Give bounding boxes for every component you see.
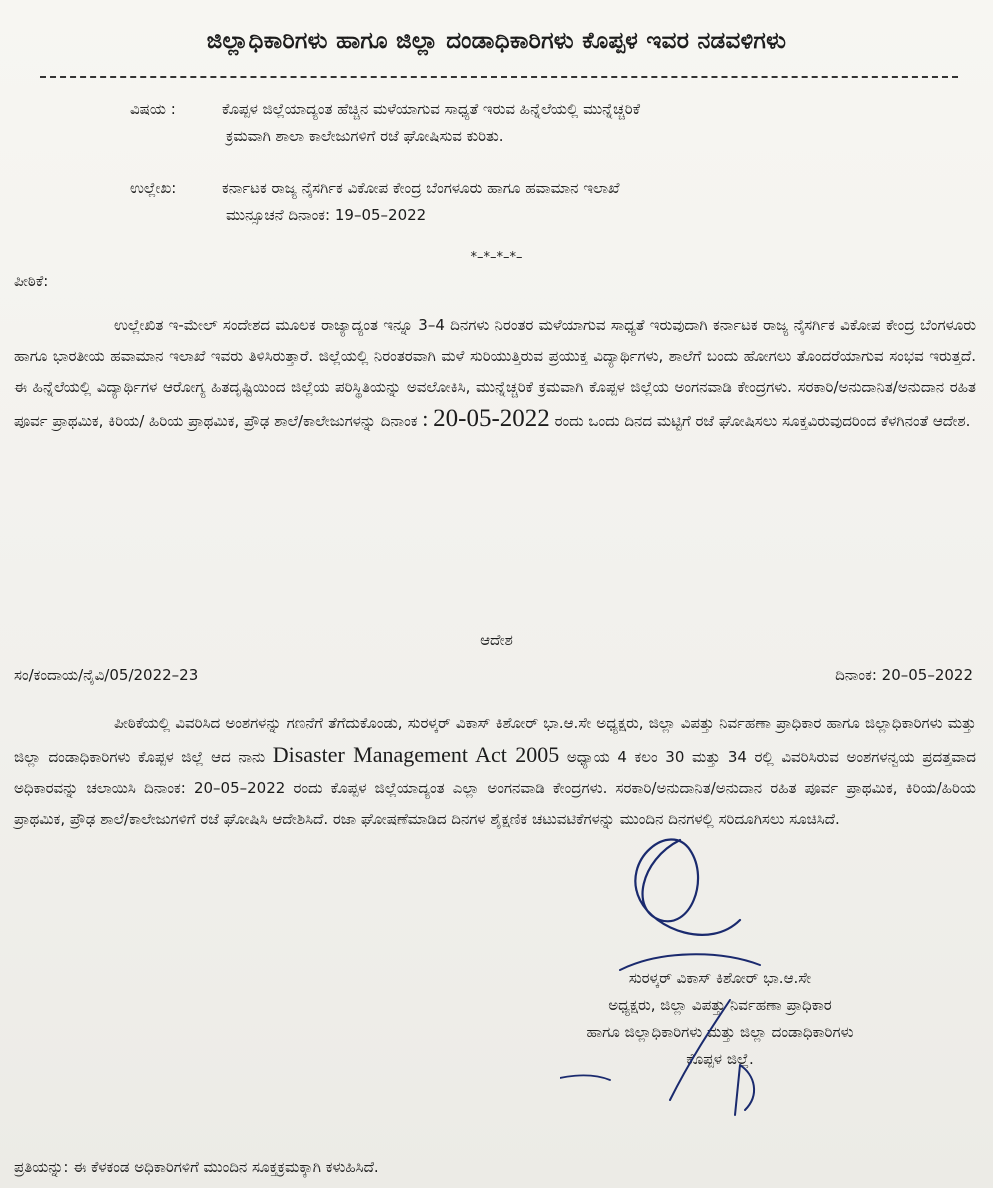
signatory-line-3: ಕೊಪ್ಪಳ ಜಿಲ್ಲೆ. [686, 1050, 754, 1068]
reference-line-2: ಮುನ್ಸೂಚನೆ ದಿನಾಂಕ: 19–05–2022 [226, 206, 427, 224]
order-number: ಸಂ/ಕಂದಾಯ/ನೈವಿ/05/2022–23 [14, 666, 199, 684]
preamble-text-a: ಉಲ್ಲೇಖಿತ ಇ-ಮೇಲ್ ಸಂದೇಶದ ಮೂಲಕ ರಾಜ್ಯಾದ್ಯಂತ ಇನ್ನೂ 3–4 ದಿನಗಳು ನಿರಂತರ ಮಳೆಯಾಗುವ ಸಾಧ್ಯತೆ ಇರುವುದಾಗಿ ಕರ್ನಾಟಕ ರಾಜ್ಯ ನೈಸರ್ಗಿಕ ವಿಕೋಪ ಕೇಂದ್ರ ಬೆಂಗಳೂರು ಹಾಗೂ ಭಾರತೀಯ ಹವಾಮಾನ ಇಲಾಖೆ ಇವರು ತಿಳಿಸಿರುತ್ತಾರೆ. ಜಿಲ್ಲೆಯಲ್ಲಿ ನಿರಂತರವಾಗಿ ಮಳೆ ಸುರಿಯುತ್ತಿರುವ ಪ್ರಯುಕ್ತ ವಿದ್ಯಾರ್ಥಿಗಳು, ಶಾಲೆಗೆ ಬಂದು ಹೋಗಲು ತೊಂದರೆಯಾಗುವ ಸಂಭವ ಇರುತ್ತದೆ. ಈ ಹಿನ್ನೆಲೆಯಲ್ಲಿ ವಿದ್ಯಾರ್ಥಿಗಳ ಆರೋಗ್ಯ ಹಿತದೃಷ್ಟಿಯಿಂದ ಜಿಲ್ಲೆಯ ಪರಿಸ್ಥಿತಿಯನ್ನು ಅವಲೋಕಿಸಿ, ಮುನ್ನೆಚ್ಚರಿಕೆ ಕ್ರಮವಾಗಿ ಕೊಪ್ಪಳ ಜಿಲ್ಲೆಯ ಅಂಗನವಾಡಿ ಕೇಂದ್ರಗಳು. ಸರಕಾರಿ/ಅನುದಾನಿತ/ಅನುದಾನ ರಹಿತ ಪೂರ್ವ ಪ್ರಾಥಮಿಕ, ಕಿರಿಯ/ ಹಿರಿಯ ಪ್ರಾಥಮಿಕ, ಪ್ರೌಢ ಶಾಲೆ/ಕಾಲೇಜುಗಳನ್ನು ದಿನಾಂಕ [14, 316, 976, 430]
signatory-line-1: ಅಧ್ಯಕ್ಷರು, ಜಿಲ್ಲಾ ವಿಪತ್ತು ನಿರ್ವಹಣಾ ಪ್ರಾಧಿಕಾರ [608, 996, 832, 1014]
title-divider [40, 76, 958, 78]
signatory-line-2: ಹಾಗೂ ಜಿಲ್ಲಾಧಿಕಾರಿಗಳು ಮತ್ತು ಜಿಲ್ಲಾ ದಂಡಾಧಿಕಾರಿಗಳು [586, 1023, 854, 1041]
order-text-b: ಅಧ್ಯಾಯ 4 ಕಲಂ 30 ಮತ್ತು 34 ರಲ್ಲಿ ವಿವರಿಸಿರುವ ಅಂಶಗಳನ್ವಯ ಪ್ರದತ್ತವಾದ ಅಧಿಕಾರವನ್ನು ಚಲಾಯಿಸಿ ದಿನಾಂಕ: 20–05–2022 ರಂದು ಕೊಪ್ಪಳ ಜಿಲ್ಲೆಯಾದ್ಯಂತ ಎಲ್ಲಾ ಅಂಗನವಾಡಿ ಕೇಂದ್ರಗಳು. ಸರಕಾರಿ/ಅನುದಾನಿತ/ಅನುದಾನ ರಹಿತ ಪೂರ್ವ ಪ್ರಾಥಮಿಕ, ಕಿರಿಯ/ಹಿರಿಯ ಪ್ರಾಥಮಿಕ, ಪ್ರೌಢ ಶಾಲೆ/ಕಾಲೇಜುಗಳಿಗೆ ರಜೆ ಘೋಷಿಸಿ ಆದೇಶಿಸಿದೆ. ರಜಾ ಘೋಷಣೆಮಾಡಿದ ದಿನಗಳ ಶೈಕ್ಷಣಿಕ ಚಟುವಟಿಕೆಗಳನ್ನು ಮುಂದಿನ ದಿನಗಳಲ್ಲಿ ಸರಿದೂಗಿಸಲು ಸೂಚಿಸಿದೆ. [14, 748, 976, 828]
preamble-date: 20-05-2022 [433, 405, 550, 432]
order-text-a: ಪೀಠಿಕೆಯಲ್ಲಿ ವಿವರಿಸಿದ ಅಂಶಗಳನ್ನು ಗಣನೆಗೆ ತೆಗೆದುಕೊಂಡು, ಸುರಳ್ಕರ್ ವಿಕಾಸ್ ಕಿಶೋರ್ ಭಾ.ಆ.ಸೇ ಅಧ್ಯಕ್ಷರು, ಜಿಲ್ಲಾ ವಿಪತ್ತು ನಿರ್ವಹಣಾ ಪ್ರಾಧಿಕಾರ ಹಾಗೂ ಜಿಲ್ಲಾಧಿಕಾರಿಗಳು ಮತ್ತು ಜಿಲ್ಲಾ ದಂಡಾಧಿಕಾರಿಗಳು ಕೊಪ್ಪಳ ಜಿಲ್ಲೆ ಆದ ನಾನು [14, 714, 976, 766]
section-separator: *–*–*–*– [470, 250, 523, 265]
preamble-colon: : [422, 406, 429, 431]
order-paragraph [14, 708, 976, 835]
reference-block [130, 175, 960, 229]
document-title: ಜಿಲ್ಲಾಧಿಕಾರಿಗಳು ಹಾಗೂ ಜಿಲ್ಲಾ ದಂಡಾಧಿಕಾರಿಗಳು ಕೊಪ್ಪಳ ಇವರ ನಡವಳಿಗಳು [206, 28, 787, 54]
preamble-paragraph [14, 310, 976, 437]
subject-line-2: ಕ್ರಮವಾಗಿ ಶಾಲಾ ಕಾಲೇಜುಗಳಿಗೆ ರಜೆ ಘೋಷಿಸುವ ಕುರಿತು. [226, 127, 504, 145]
order-date: ದಿನಾಂಕ: 20–05–2022 [835, 666, 973, 684]
preamble-heading: ಪೀಠಿಕೆ: [14, 272, 49, 290]
order-act: Disaster Management Act 2005 [272, 742, 560, 767]
reference-line-1: ಕರ್ನಾಟಕ ರಾಜ್ಯ ನೈಸರ್ಗಿಕ ವಿಕೋಪ ಕೇಂದ್ರ ಬೆಂಗಳೂರು ಹಾಗೂ ಹವಾಮಾನ ಇಲಾಖೆ [222, 179, 620, 197]
subject-line-1: ಕೊಪ್ಪಳ ಜಿಲ್ಲೆಯಾದ್ಯಂತ ಹೆಚ್ಚಿನ ಮಳೆಯಾಗುವ ಸಾಧ್ಯತೆ ಇರುವ ಹಿನ್ನೆಲೆಯಲ್ಲಿ ಮುನ್ನೆಚ್ಚರಿಕೆ [222, 100, 641, 118]
handwritten-signature [560, 800, 820, 1120]
subject-block [130, 96, 960, 150]
reference-label: ಉಲ್ಲೇಖ: [130, 179, 177, 197]
subject-label: ವಿಷಯ : [130, 100, 176, 118]
preamble-text-b: ರಂದು ಒಂದು ದಿನದ ಮಟ್ಟಿಗೆ ರಜೆ ಘೋಷಿಸಲು ಸೂಕ್ತವಿರುವುದರಿಂದ ಕೆಳಗಿನಂತೆ ಆದೇಶ. [554, 412, 971, 430]
copy-to-line: ಪ್ರತಿಯನ್ನು: ಈ ಕೆಳಕಂಡ ಅಧಿಕಾರಿಗಳಿಗೆ ಮುಂದಿನ ಸೂಕ್ತಕ್ರಮಕ್ಕಾಗಿ ಕಳುಹಿಸಿದೆ. [14, 1158, 379, 1176]
signatory-name: ಸುರಳ್ಕರ್ ವಿಕಾಸ್ ಕಿಶೋರ್ ಭಾ.ಆ.ಸೇ [628, 969, 812, 987]
order-heading: ಆದೇಶ [480, 631, 513, 649]
